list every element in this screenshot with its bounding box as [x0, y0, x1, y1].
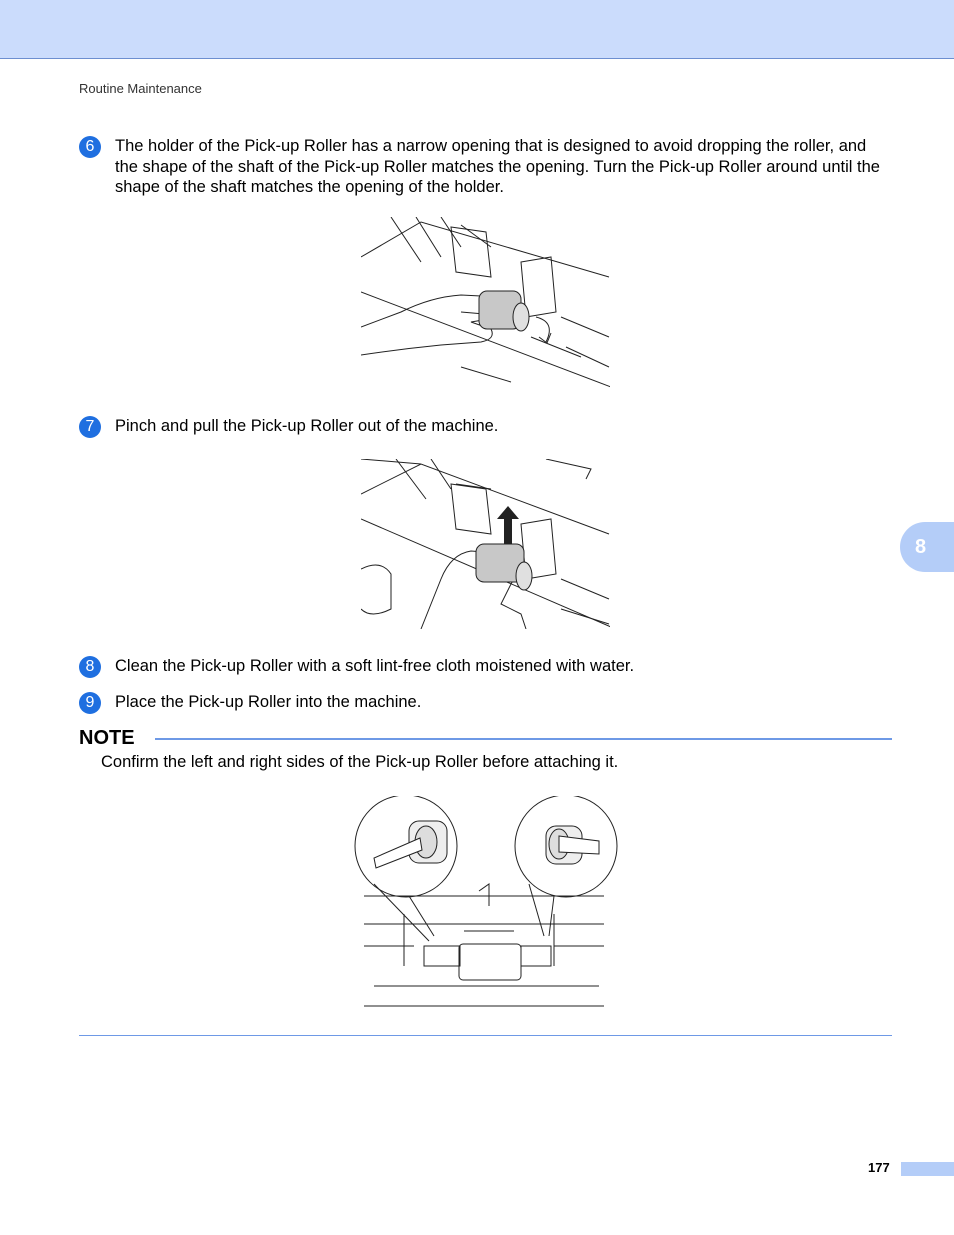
- figure-turn-roller: [361, 217, 610, 390]
- footer-divider: [79, 1035, 892, 1036]
- page-number-bar: [901, 1162, 954, 1176]
- note-divider: [155, 738, 892, 740]
- figure-pull-roller: [361, 459, 610, 629]
- roller-sides-illustration: [354, 796, 619, 1010]
- step-number-badge: 9: [79, 692, 101, 714]
- header-band: [0, 0, 954, 59]
- step-text: The holder of the Pick-up Roller has a narrow opening that is designed to avoid dropping the roller, and the shape of the shaft of the Pick-up Roller matches the opening. Turn the Pick-up Roller around until the shape of the shaft matches the opening of the holder.: [115, 137, 880, 197]
- chapter-tab: 8: [900, 522, 954, 572]
- step-text: Clean the Pick-up Roller with a soft lint-free cloth moistened with water.: [115, 657, 635, 675]
- step-number-badge: 8: [79, 656, 101, 678]
- roller-pull-illustration: [361, 459, 610, 629]
- breadcrumb: Routine Maintenance: [79, 81, 202, 96]
- step-number-badge: 7: [79, 416, 101, 438]
- page-number: 177: [868, 1160, 890, 1175]
- figure-roller-sides: [354, 796, 619, 1010]
- roller-turn-illustration: [361, 217, 610, 390]
- note-text: Confirm the left and right sides of the Pick-up Roller before attaching it.: [101, 753, 619, 771]
- step-text: Place the Pick-up Roller into the machine.: [115, 693, 422, 711]
- step-text: Pinch and pull the Pick-up Roller out of the machine.: [115, 417, 499, 435]
- step-number-badge: 6: [79, 136, 101, 158]
- note-heading: NOTE: [79, 727, 135, 749]
